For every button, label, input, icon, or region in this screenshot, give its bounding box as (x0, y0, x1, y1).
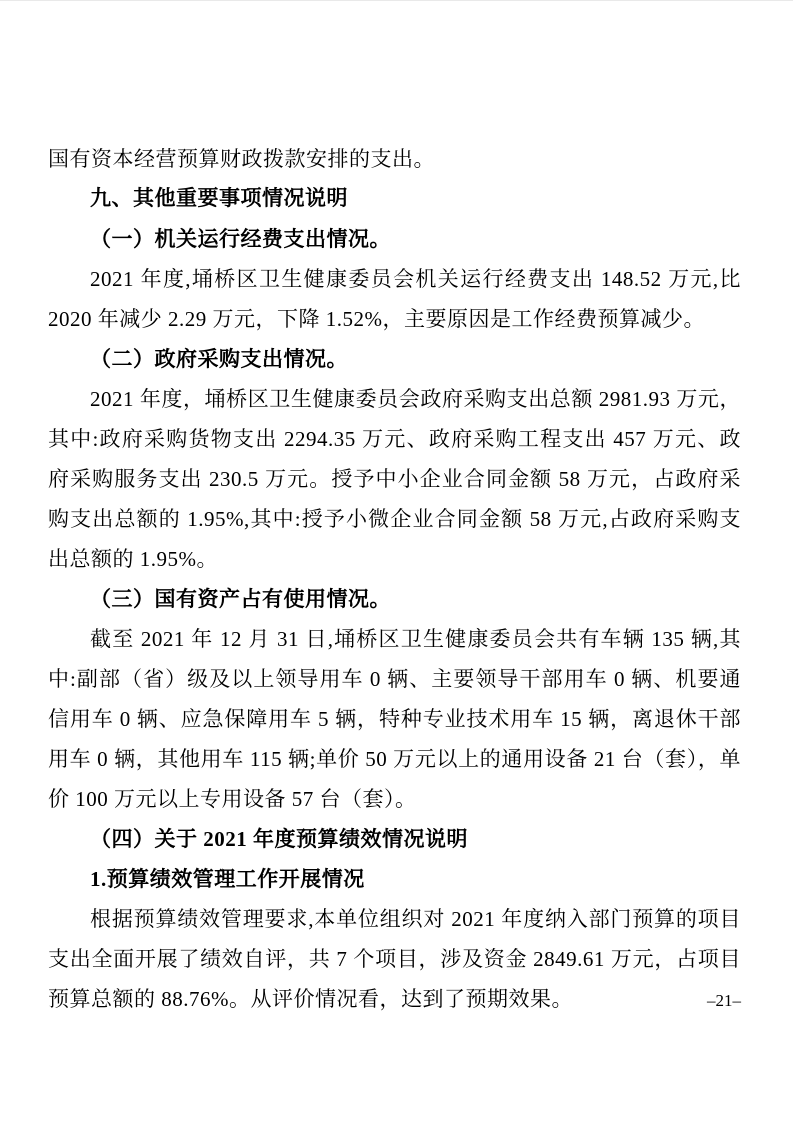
subsection-heading-government-procurement: （二）政府采购支出情况。 (90, 347, 348, 371)
subsection-heading-agency-operating-expense: （一）机关运行经费支出情况。 (90, 227, 391, 251)
paragraph-agency-operating-expense: 2021 年度,埇桥区卫生健康委员会机关运行经费支出 148.52 万元,比 2020 年减少 2.29 万元，下降 1.52%，主要原因是工作经费预算减少。 (48, 267, 741, 331)
page-number: –21– (707, 991, 741, 1010)
subsection-heading-state-assets: （三）国有资产占有使用情况。 (90, 587, 391, 611)
paragraph-continuation: 国有资本经营预算财政拨款安排的支出。 (48, 147, 435, 171)
paragraph-state-assets: 截至 2021 年 12 月 31 日,埇桥区卫生健康委员会共有车辆 135 辆,其中:副部（省）级及以上领导用车 0 辆、主要领导干部用车 0 辆、机要通信用车 0 辆、应急保障用车 5 辆，特种专业技术用车 15 辆，离退休干部用车 0 辆，其他用车 115 辆;单价 50 万元以上的通用设备 21 台（套），单价 100 万元以上专用设备 57 台（套）。 (48, 627, 741, 811)
subheading-performance-management-work: 1.预算绩效管理工作开展情况 (90, 867, 365, 891)
subsection-heading-budget-performance: （四）关于 2021 年度预算绩效情况说明 (90, 827, 468, 851)
document-body (48, 139, 741, 1019)
paragraph-government-procurement: 2021 年度，埇桥区卫生健康委员会政府采购支出总额 2981.93 万元，其中:政府采购货物支出 2294.35 万元、政府采购工程支出 457 万元、政府采购服务支出 230.5 万元。授予中小企业合同金额 58 万元，占政府采购支出总额的 1.95%,其中:授予小微企业合同金额 58 万元,占政府采购支出总额的 1.95%。 (48, 387, 741, 571)
paragraph-performance-self-evaluation: 根据预算绩效管理要求,本单位组织对 2021 年度纳入部门预算的项目支出全面开展了绩效自评，共 7 个项目，涉及资金 2849.61 万元，占项目预算总额的 88.76%。从评价情况看，达到了预期效果。 (48, 907, 741, 1011)
section-heading-other-important-matters: 九、其他重要事项情况说明 (90, 187, 348, 210)
